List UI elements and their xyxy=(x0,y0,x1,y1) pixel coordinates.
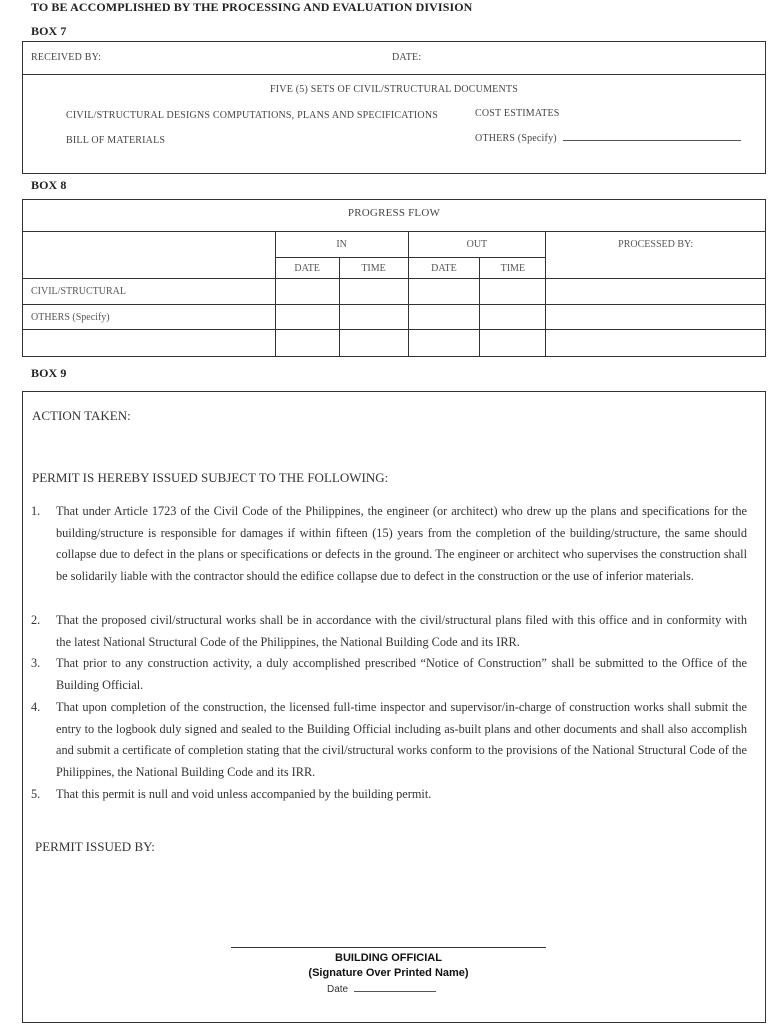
designs-item: CIVIL/STRUCTURAL DESIGNS COMPUTATIONS, PLANS AND SPECIFICATIONS xyxy=(66,110,439,121)
condition-text: That under Article 1723 of the Civil Code of the Philippines, the engineer (or architect) who drew up the plans and specifications for the building/structure is responsible for damages if within fifteen (15) years from the completion of the building/structure, the same should collapse due to defect in the plans or specifications or defects in the ground. The engineer or architect who supervises the construction shall be solidarily liable with the contractor should the edifice collapse due to defect in the construction or the use of inferior materials. xyxy=(56,504,747,583)
received-by-label: RECEIVED BY: xyxy=(31,52,102,63)
bill-of-materials-item: BILL OF MATERIALS xyxy=(66,135,166,146)
row-label-blank xyxy=(23,330,276,357)
cell-processed-by[interactable] xyxy=(546,305,766,330)
progress-flow-title: PROGRESS FLOW xyxy=(347,207,441,219)
condition-number: 5. xyxy=(31,787,41,801)
box8-label: BOX 8 xyxy=(31,178,67,192)
form-section-title: TO BE ACCOMPLISHED BY THE PROCESSING AND EVALUATION DIVISION xyxy=(31,0,473,14)
condition-item-3 xyxy=(31,653,747,696)
condition-item-1 xyxy=(31,501,747,587)
row-label-civil: CIVIL/STRUCTURAL xyxy=(23,279,276,305)
cell-processed-by[interactable] xyxy=(546,330,766,357)
documents-title: FIVE (5) SETS OF CIVIL/STRUCTURAL DOCUMENTS xyxy=(270,84,518,95)
cell-in-date[interactable] xyxy=(275,330,339,357)
cell-in-time[interactable] xyxy=(339,305,408,330)
condition-number: 2. xyxy=(31,613,41,627)
condition-text: That prior to any construction activity, a duly accomplished prescribed “Notice of Construction” shall be submitted to the Office of the Building Official. xyxy=(56,656,747,692)
box7-divider xyxy=(22,74,766,75)
row-label-others: OTHERS (Specify) xyxy=(23,305,276,330)
progress-flow-table xyxy=(22,231,766,357)
out-column-header: OUT xyxy=(408,232,546,258)
condition-item-5 xyxy=(31,784,747,806)
permit-conditions-intro: PERMIT IS HEREBY ISSUED SUBJECT TO THE FOLLOWING: xyxy=(32,470,389,485)
building-official-title: BUILDING OFFICIAL xyxy=(335,952,442,964)
cell-out-date[interactable] xyxy=(408,279,480,305)
cell-out-time[interactable] xyxy=(480,279,546,305)
signature-date-row xyxy=(327,984,436,995)
signature-date-field[interactable] xyxy=(354,991,436,992)
condition-number: 1. xyxy=(31,504,41,518)
signature-caption: (Signature Over Printed Name) xyxy=(308,967,469,979)
condition-text: That upon completion of the construction, the licensed full-time inspector and supervisor/in-charge of construction works shall submit the entry to the logbook duly signed and sealed to the Building Official including as-built plans and other documents and shall also accomplish and submit a certificate of completion stating that the civil/structural works conform to the provisions of the National Structural Code of the Philippines, the National Building Code and its IRR. xyxy=(56,700,747,779)
box9-label: BOX 9 xyxy=(31,366,67,380)
in-time-header: TIME xyxy=(339,258,408,279)
others-specify-item xyxy=(475,133,741,144)
cell-out-date[interactable] xyxy=(408,330,480,357)
action-taken-label: ACTION TAKEN: xyxy=(32,408,131,423)
cell-out-time[interactable] xyxy=(480,330,546,357)
cell-in-time[interactable] xyxy=(339,279,408,305)
cell-processed-by[interactable] xyxy=(546,279,766,305)
condition-number: 3. xyxy=(31,656,41,670)
processed-by-header: PROCESSED BY: xyxy=(546,232,766,279)
date-label: DATE: xyxy=(392,52,422,63)
out-date-header: DATE xyxy=(408,258,480,279)
condition-item-2 xyxy=(31,610,747,653)
cell-in-time[interactable] xyxy=(339,330,408,357)
condition-text: That this permit is null and void unless accompanied by the building permit. xyxy=(56,787,432,801)
row-header-blank xyxy=(23,232,276,279)
cell-in-date[interactable] xyxy=(275,279,339,305)
others-specify-field[interactable] xyxy=(563,140,741,141)
table-row xyxy=(23,279,766,305)
condition-item-4 xyxy=(31,697,747,783)
condition-number: 4. xyxy=(31,700,41,714)
in-date-header: DATE xyxy=(275,258,339,279)
signature-line[interactable] xyxy=(231,947,546,948)
cell-out-time[interactable] xyxy=(480,305,546,330)
out-time-header: TIME xyxy=(480,258,546,279)
signature-date-label: Date xyxy=(327,984,349,995)
others-specify-label: OTHERS (Specify) xyxy=(475,133,557,144)
cell-in-date[interactable] xyxy=(275,305,339,330)
cost-estimates-item: COST ESTIMATES xyxy=(475,108,560,119)
condition-text: That the proposed civil/structural works shall be in accordance with the civil/structural plans filed with this office and in conformity with the latest National Structural Code of the Philippines, the National Building Code and its IRR. xyxy=(56,613,747,649)
box7-label: BOX 7 xyxy=(31,24,67,38)
cell-out-date[interactable] xyxy=(408,305,480,330)
table-row xyxy=(23,305,766,330)
permit-issued-by-label: PERMIT ISSUED BY: xyxy=(35,839,155,854)
table-row xyxy=(23,330,766,357)
in-column-header: IN xyxy=(275,232,408,258)
progress-flow-header xyxy=(22,199,766,232)
